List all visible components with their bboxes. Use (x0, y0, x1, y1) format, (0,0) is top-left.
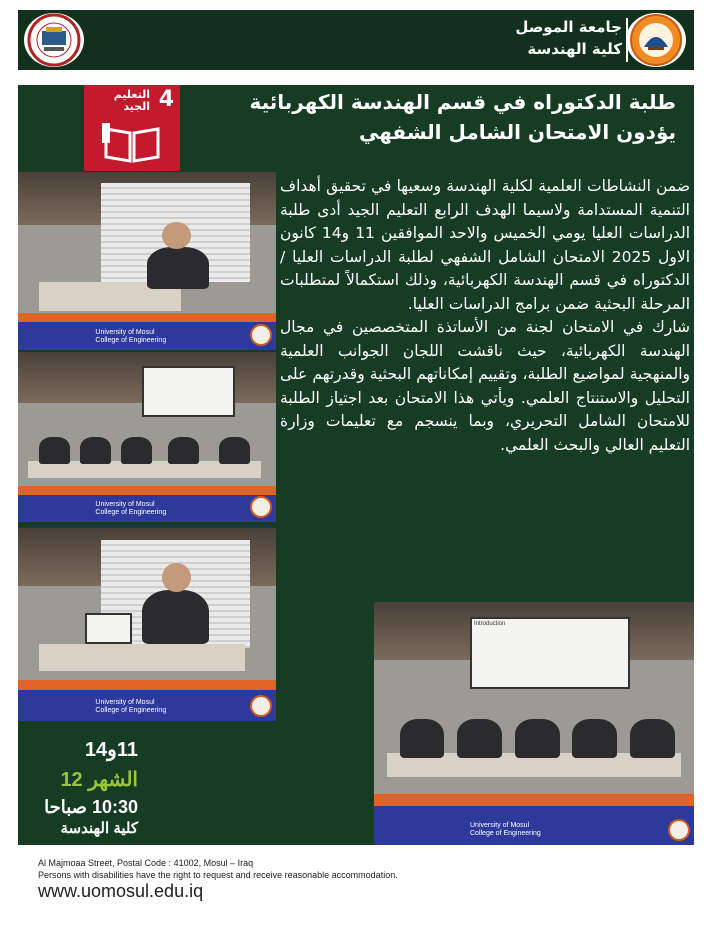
college-logo-icon (250, 496, 272, 518)
event-month: الشهر 12 (60, 769, 138, 791)
sdg-label: التعليم الجيد (113, 88, 150, 113)
article-title (216, 87, 676, 147)
article-body (280, 175, 690, 457)
university-name: جامعة الموصل (515, 18, 622, 36)
photo-student-laptop (18, 528, 276, 721)
footer-address-block (38, 857, 398, 881)
sdg-goal-badge (84, 85, 180, 171)
footer-accessibility-note: Persons with disabilities have the right to request and receive reasonable accommodation. (38, 870, 398, 880)
caption-line-1: University of Mosul (95, 328, 155, 336)
footer-website-link[interactable]: www.uomosul.edu.iq (38, 881, 204, 901)
college-logo-icon (668, 819, 690, 841)
college-logo-icon (250, 324, 272, 346)
book-icon (102, 123, 162, 165)
header-title (515, 16, 622, 60)
title-line-1: طلبة الدكتوراه في قسم الهندسة الكهربائية (249, 90, 676, 114)
sdg-number: 4 (158, 87, 174, 112)
slide-title: Introduction (474, 620, 506, 627)
university-seal-icon (24, 13, 84, 67)
presentation-screen (470, 617, 630, 690)
college-name: كلية الهندسة (527, 40, 622, 58)
photo-caption (95, 329, 166, 345)
event-info (26, 735, 138, 839)
caption-line-2: College of Engineering (95, 336, 167, 344)
event-time: 10:30 صباحا (44, 797, 138, 817)
event-days: 11و14 (84, 739, 138, 761)
article-panel (18, 85, 694, 845)
photo-caption: University of Mosul College of Engineering (95, 699, 167, 715)
photo-student-presenting (18, 172, 276, 350)
event-place: كلية الهندسة (60, 820, 138, 837)
article-paragraph-1: ضمن النشاطات العلمية لكلية الهندسة وسعيها في تحقيق أهداف التنمية المستدامة ولاسيما الهدف الرابع التعليم الجيد أدى طلبة الدراسات العليا يومي الخميس والاحد الموافقين 11 و14 كانون الاول 2025 الامتحان الشامل الشفهي لطلبة الدراسات العليا / الدكتوراه في قسم الهندسة الكهربائية، وذلك استكمالاً لمتطلبات المرحلة البحثية ضمن برامج الدراسات العليا. (280, 177, 691, 313)
article-paragraph-2: شارك في الامتحان لجنة من الأساتذة المتخصصين في مجال الهندسة الكهربائية، حيث ناقشت اللجان الجوانب العلمية والمنهجية لمواضيع الطلبة، وتقييم إمكاناتهم البحثية وقدرتهم على التحليل والاستنتاج العلمي. ويأتي هذا الامتحان بعد اجتياز الطلبة للامتحان الشامل التحريري، وبما ينسجم مع تعليمات وزارة التعليم العالي والبحث العلمي. (280, 318, 690, 454)
photo-committee-large (374, 602, 694, 845)
college-logo-icon (250, 695, 272, 717)
photo-caption: University of Mosul College of Engineering (95, 500, 167, 516)
photo-caption: University of Mosul College of Engineering (470, 821, 541, 837)
photo-committee (18, 352, 276, 522)
university-crest-icon (626, 13, 686, 67)
title-line-2: يؤدون الامتحان الشامل الشفهي (358, 120, 676, 144)
footer-address: Al Majmoaa Street, Postal Code : 41002, Mosul – Iraq (38, 858, 254, 868)
header-bar (18, 10, 694, 70)
